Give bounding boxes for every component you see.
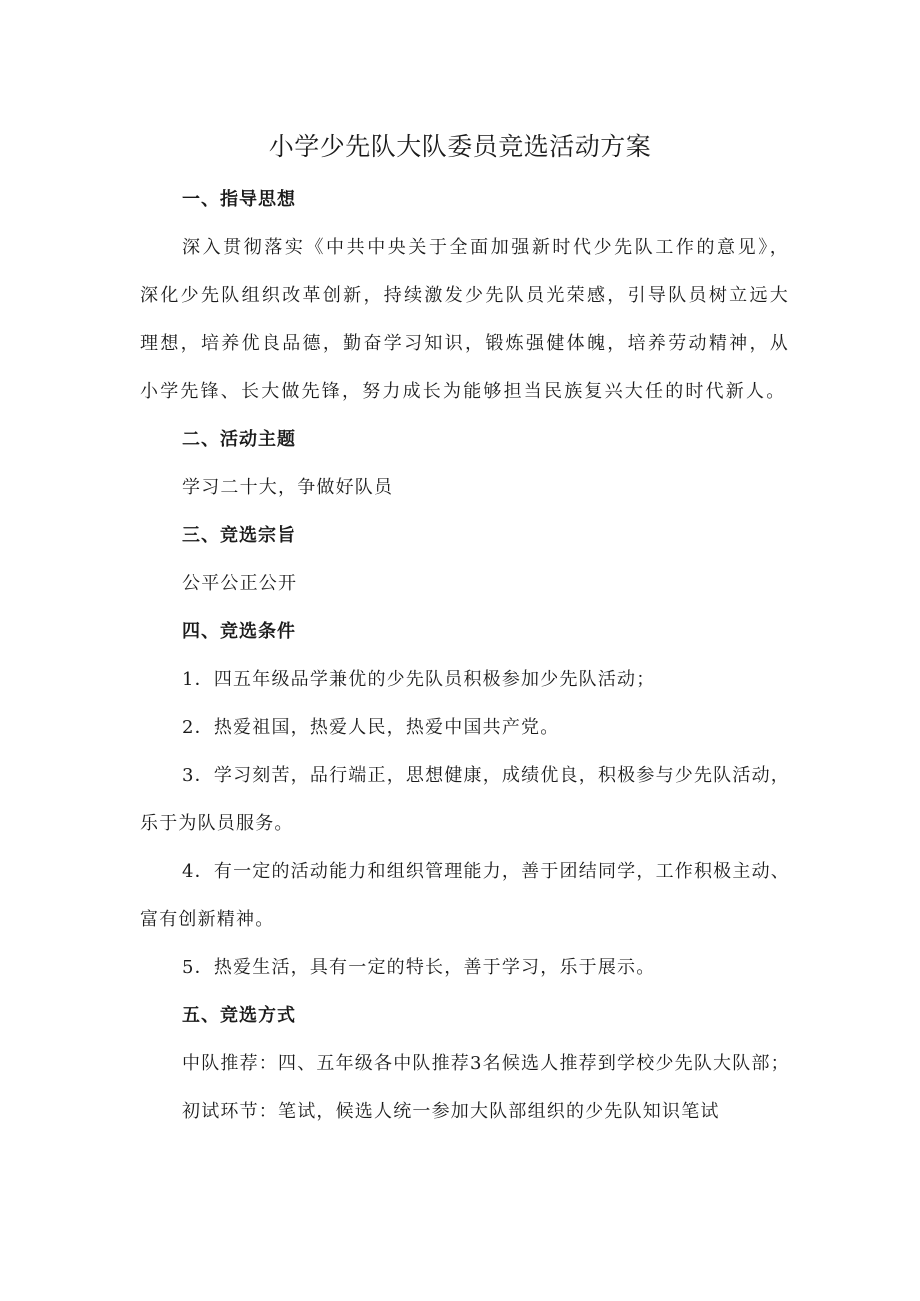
section-heading-purpose: 三、竞选宗旨 [182, 525, 296, 546]
section-heading-guiding-thought: 一、指导思想 [182, 189, 296, 210]
section-heading-method: 五、竞选方式 [182, 1005, 296, 1026]
document-body [140, 176, 790, 1136]
condition-item-1: 1．四五年级品学兼优的少先队员积极参加少先队活动； [182, 669, 656, 690]
paragraph-preliminary-test: 初试环节：笔试，候选人统一参加大队部组织的少先队知识笔试 [182, 1101, 720, 1122]
condition-item-3: 3．学习刻苦，品行端正，思想健康，成绩优良，积极参与少先队活动，乐于为队员服务。 [140, 765, 790, 834]
condition-item-5: 5．热爱生活，具有一定的特长，善于学习，乐于展示。 [182, 957, 656, 978]
section-heading-theme: 二、活动主题 [182, 429, 296, 450]
paragraph-purpose: 公平公正公开 [182, 573, 298, 594]
document-title: 小学少先队大队委员竞选活动方案 [268, 132, 652, 161]
paragraph-class-recommendation: 中队推荐：四、五年级各中队推荐3名候选人推荐到学校少先队大队部； [182, 1053, 790, 1074]
paragraph-guiding-thought: 深入贯彻落实《中共中央关于全面加强新时代少先队工作的意见》，深化少先队组织改革创新，持续激发少先队员光荣感，引导队员树立远大理想，培养优良品德，勤奋学习知识，锻炼强健体魄，培养劳动精神，从小学先锋、长大做先锋，努力成长为能够担当民族复兴大任的时代新人。 [140, 237, 790, 402]
paragraph-theme: 学习二十大，争做好队员 [182, 477, 394, 498]
condition-item-2: 2．热爱祖国，热爱人民，热爱中国共产党。 [182, 717, 560, 738]
section-heading-conditions: 四、竞选条件 [182, 621, 296, 642]
condition-item-4: 4．有一定的活动能力和组织管理能力，善于团结同学，工作积极主动、富有创新精神。 [140, 861, 790, 930]
